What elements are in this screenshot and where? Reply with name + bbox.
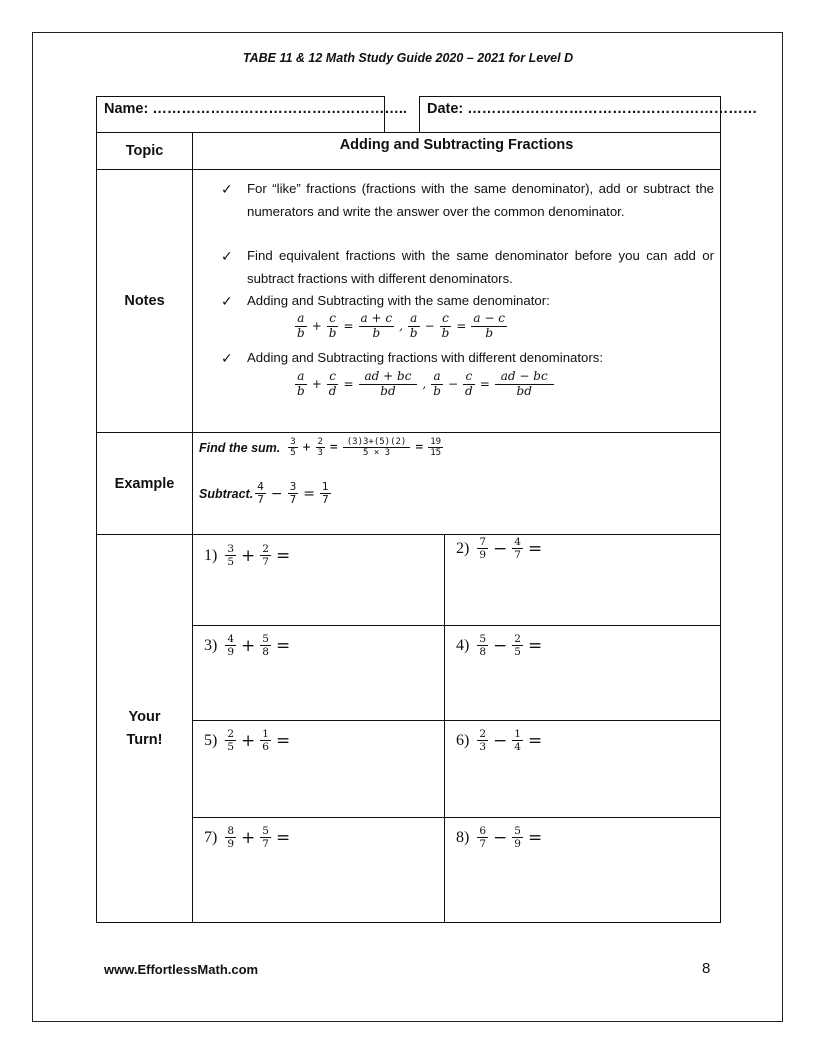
problem-cell-7[interactable] [192,817,445,923]
problem-cell-1[interactable] [192,534,445,626]
name-field[interactable]: Name: …………………………………………….. [96,96,385,133]
problem-7: 7) $\frac{8}{9}$ + $\frac{5}{7}$ = [204,825,291,851]
footer-website: www.EffortlessMath.com [104,962,259,977]
problem-8: 8) $\frac{6}{7}$ − $\frac{5}{9}$ = [456,825,543,851]
problem-cell-4[interactable] [444,625,721,721]
checkmark-icon: ✓ [221,293,233,309]
problem-2: 2) $\frac{7}{9}$ − $\frac{4}{7}$ = [456,536,543,562]
checkmark-icon: ✓ [221,248,233,264]
topic-title: Adding and Subtracting Fractions [192,132,721,170]
page-number: 8 [702,960,711,977]
topic-label: Topic [96,132,193,170]
example-label: Example [96,432,193,535]
problem-4: 4) $\frac{5}{8}$ − $\frac{2}{5}$ = [456,633,543,659]
example-sum: Find the sum. $\frac{3}{5}$ + $\frac{2}{3}$ = $\frac{(3)3+(5)(2)}{5 \times 3}$ = $\frac{19}{15}$ [199,437,442,459]
problem-5: 5) $\frac{2}{5}$ + $\frac{1}{6}$ = [204,728,291,754]
checkmark-icon: ✓ [221,350,233,366]
formula-different-denominators: $\frac{a}{b}$ + $\frac{c}{d}$ = $\frac{ad + bc}{bd}$ , $\frac{a}{b}$ − $\frac{c}{d}$ = $\frac{ad - bc}{bd}$ [293,370,556,399]
checkmark-icon: ✓ [221,181,233,197]
problem-cell-2[interactable] [444,534,721,626]
example-box [192,432,721,535]
problem-3: 3) $\frac{4}{9}$ + $\frac{5}{8}$ = [204,633,291,659]
problem-cell-8[interactable] [444,817,721,923]
date-field[interactable]: Date: …………………………………………………… [419,96,721,133]
your-turn-label: Your Turn! [96,534,193,923]
notes-box: ✓ For “like” fractions (fractions with the same denominator), add or subtract the numerators and write the answer over the common denominator. ✓ Find equivalent fractions with the same denominator before you can add or subtract fractions with different denominators. ✓ Adding and Subtracting with the same denominator: $\frac{a}{b}$ + $\frac{c}{b}$ = $\frac{a + c}{b}$ , $\frac{a}{b}$ − $\frac{c}{b}$ = $\frac{a - c}{b}$ ✓ Adding and Subtracting fractions with different denominators: $\frac{a}{b}$ + $\frac{c}{d}$ = $\frac{ad + bc}{bd}$ , $\frac{a}{b}$ − $\frac{c}{d}$ = $\frac{ad - bc}{bd}$ [192,169,721,433]
problem-1: 1) $\frac{3}{5}$ + $\frac{2}{7}$ = [204,543,291,569]
formula-same-denominator: $\frac{a}{b}$ + $\frac{c}{b}$ = $\frac{a + c}{b}$ , $\frac{a}{b}$ − $\frac{c}{b}$ = $\frac{a - c}{b}$ [297,311,505,340]
problem-cell-5[interactable] [192,720,445,818]
page-header: TABE 11 & 12 Math Study Guide 2020 – 2021 for Level D [242,51,574,65]
problem-cell-3[interactable] [192,625,445,721]
problem-cell-6[interactable] [444,720,721,818]
notes-label: Notes [96,169,193,433]
problem-6: 6) $\frac{2}{3}$ − $\frac{1}{4}$ = [456,728,543,754]
example-subtract: Subtract. $\frac{4}{7}$ − $\frac{3}{7}$ = $\frac{1}{7}$ [199,481,329,507]
